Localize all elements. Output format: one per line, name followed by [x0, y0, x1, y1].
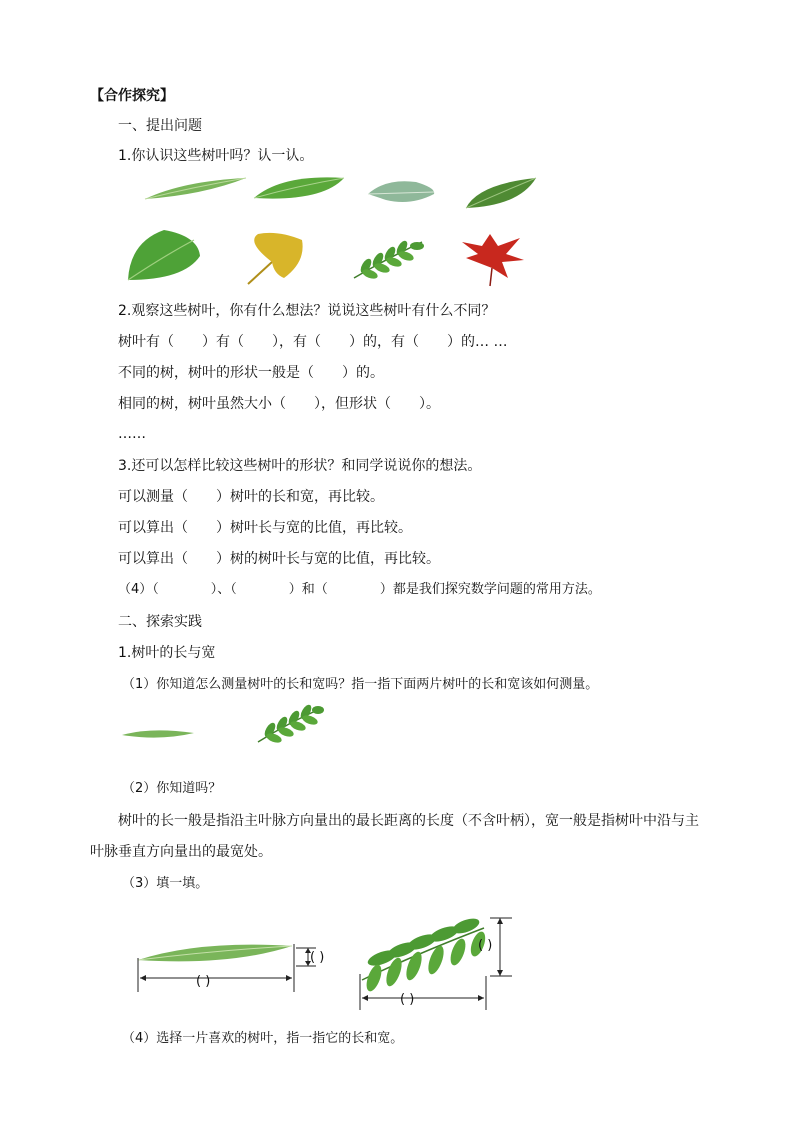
q2-line1-text-d: ）的，有（	[349, 334, 419, 350]
compound-leaf-icon	[352, 238, 424, 280]
q3-line2-text-b: ）树叶长与宽的比值，再比较。	[216, 520, 412, 536]
willow-measure-diagram	[130, 940, 360, 998]
width-blank-2[interactable]: ( )	[478, 938, 493, 953]
willow-leaf-small-icon	[120, 727, 196, 741]
ginkgo-leaf-icon	[244, 232, 306, 286]
section-title: 【合作探究】	[90, 88, 174, 104]
q2-line1-text-a: 树叶有（	[118, 334, 174, 350]
q3-line3-text-a: 可以算出（	[118, 551, 188, 567]
question-3: 3.还可以怎样比较这些树叶的形状？和同学说说你的想法。	[118, 458, 482, 474]
q2-line3-text-c: ）。	[419, 396, 440, 412]
q4-text-d: ）都是我们探究数学问题的常用方法。	[379, 582, 601, 597]
paragraph-line-2: 叶脉垂直方向量出的最宽处。	[90, 844, 272, 860]
birch-leaf-icon	[124, 226, 204, 284]
part2-heading: 二、探索实践	[118, 614, 202, 630]
q3-line1-text-b: ）树叶的长和宽，再比较。	[216, 489, 384, 505]
question-2: 2.观察这些树叶，你有什么想法？说说这些树叶有什么不同？	[118, 303, 496, 319]
paragraph-line-1: 树叶的长一般是指沿主叶脉方向量出的最长距离的长度（不含叶柄），宽一般是指树叶中沿与主	[118, 813, 699, 829]
q4-text-a: （4）（	[118, 582, 159, 597]
q2-line2-text-b: ）的。	[342, 365, 384, 381]
maple-leaf-icon	[460, 234, 526, 288]
step-4: （4）选择一片喜欢的树叶，指一指它的长和宽。	[122, 1031, 404, 1046]
q2-line1-text-e: ）的… …	[447, 334, 508, 350]
willow-leaf-icon	[143, 175, 248, 205]
q4-text-b: ）、（	[210, 582, 237, 597]
q2-fill-line-3	[118, 394, 440, 414]
q4-fill-line	[118, 580, 601, 600]
length-blank-1[interactable]: ( )	[196, 974, 211, 989]
step-3: （3）填一填。	[122, 876, 209, 891]
elm-leaf-icon	[252, 172, 347, 204]
width-blank-1[interactable]: ( )	[310, 950, 325, 965]
compound-measure-diagram	[356, 914, 526, 1014]
q3-fill-line-1	[118, 487, 384, 507]
step-1: （1）你知道怎么测量树叶的长和宽吗？指一指下面两片树叶的长和宽该如何测量。	[122, 677, 599, 692]
q2-line3-text-a: 相同的树，树叶虽然大小（	[118, 396, 286, 412]
q3-fill-line-2	[118, 518, 412, 538]
q3-fill-line-3	[118, 549, 440, 569]
q3-line1-text-a: 可以测量（	[118, 489, 188, 505]
q3-line2-text-a: 可以算出（	[118, 520, 188, 536]
compound-leaf-small-icon	[256, 702, 324, 744]
q2-line3-text-b: ），但形状（	[314, 396, 391, 412]
part1-heading: 一、提出问题	[118, 118, 202, 134]
ellipsis: ……	[118, 426, 146, 442]
q2-line2-text-a: 不同的树，树叶的形状一般是（	[118, 365, 314, 381]
q2-fill-line-1	[118, 332, 507, 352]
q2-fill-line-2	[118, 363, 384, 383]
step-2: （2）你知道吗？	[122, 781, 222, 796]
q3-line3-text-b: ）树的树叶长与宽的比值，再比较。	[216, 551, 440, 567]
poplar-leaf-icon	[366, 176, 438, 206]
question-1: 1.你认识这些树叶吗？认一认。	[118, 148, 314, 164]
q4-text-c: ）和（	[288, 582, 328, 597]
part2-subheading: 1.树叶的长与宽	[118, 645, 216, 661]
q2-line1-text-c: ），有（	[272, 334, 321, 350]
oval-leaf-icon	[464, 176, 538, 212]
q2-line1-text-b: ）有（	[202, 334, 244, 350]
length-blank-2[interactable]: ( )	[400, 992, 415, 1007]
